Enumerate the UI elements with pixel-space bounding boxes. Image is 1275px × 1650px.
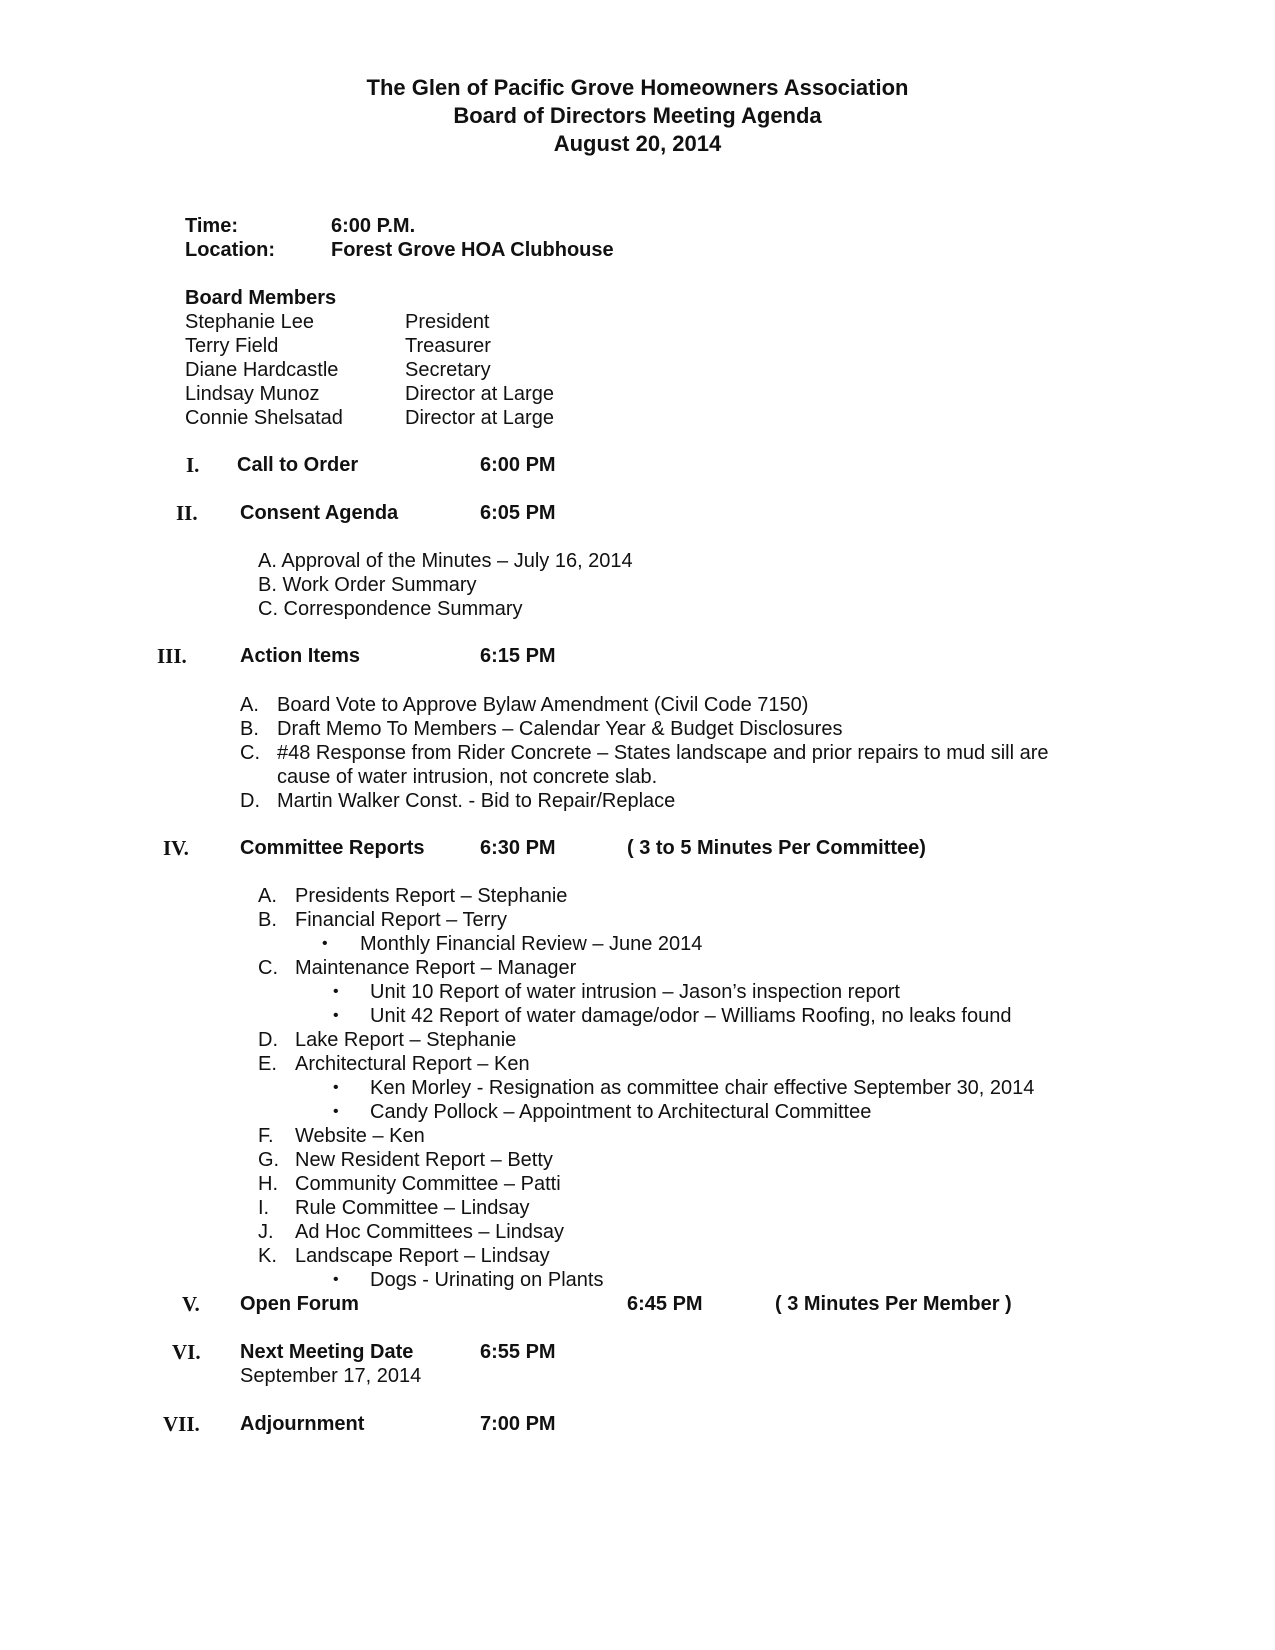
section-number: II. bbox=[176, 501, 198, 525]
member-role: Secretary bbox=[405, 359, 491, 381]
item-letter: A. bbox=[258, 885, 277, 907]
agenda-item-continuation: cause of water intrusion, not concrete slab. bbox=[277, 766, 658, 788]
member-role: Director at Large bbox=[405, 383, 554, 405]
item-letter: D. bbox=[258, 1029, 278, 1051]
section-number: V. bbox=[182, 1292, 200, 1316]
agenda-item: Board Vote to Approve Bylaw Amendment (Civil Code 7150) bbox=[277, 694, 809, 716]
agenda-item: #48 Response from Rider Concrete – States landscape and prior repairs to mud sill are bbox=[277, 742, 1049, 764]
bullet-icon: • bbox=[333, 983, 339, 1000]
section-number: III. bbox=[157, 644, 187, 668]
member-role: Treasurer bbox=[405, 335, 491, 357]
time-label: Time: bbox=[185, 215, 238, 237]
item-letter: D. bbox=[240, 790, 260, 812]
agenda-item: A. Approval of the Minutes – July 16, 2014 bbox=[258, 550, 633, 572]
time-value: 6:00 P.M. bbox=[331, 215, 416, 237]
agenda-item: Presidents Report – Stephanie bbox=[295, 885, 568, 907]
section-title: Open Forum bbox=[240, 1293, 359, 1315]
agenda-item: C. Correspondence Summary bbox=[258, 598, 523, 620]
agenda-subitem: Ken Morley - Resignation as committee chair effective September 30, 2014 bbox=[370, 1077, 1035, 1099]
agenda-item: Lake Report – Stephanie bbox=[295, 1029, 517, 1051]
member-name: Terry Field bbox=[185, 335, 279, 357]
section-title: Committee Reports bbox=[240, 837, 425, 859]
section-time: 6:00 PM bbox=[480, 454, 556, 476]
agenda-item: Draft Memo To Members – Calendar Year & Budget Disclosures bbox=[277, 718, 843, 740]
member-role: President bbox=[405, 311, 490, 333]
item-letter: C. bbox=[240, 742, 260, 764]
section-time: 7:00 PM bbox=[480, 1413, 556, 1435]
agenda-subitem: Unit 42 Report of water damage/odor – Williams Roofing, no leaks found bbox=[370, 1005, 1012, 1027]
section-number: VI. bbox=[172, 1340, 201, 1364]
item-letter: A. bbox=[240, 694, 259, 716]
item-letter: G. bbox=[258, 1149, 280, 1171]
item-letter: J. bbox=[258, 1221, 274, 1243]
section-number: I. bbox=[186, 453, 200, 477]
agenda-subitem: Dogs - Urinating on Plants bbox=[370, 1269, 604, 1291]
section-title: Consent Agenda bbox=[240, 502, 399, 524]
section-time: 6:30 PM bbox=[480, 837, 556, 859]
section-title: Action Items bbox=[240, 645, 361, 667]
section-title: Next Meeting Date bbox=[240, 1341, 414, 1363]
section-time: 6:05 PM bbox=[480, 502, 556, 524]
location-label: Location: bbox=[185, 239, 275, 261]
meeting-date: August 20, 2014 bbox=[553, 131, 722, 156]
bullet-icon: • bbox=[333, 1007, 339, 1024]
association-title: The Glen of Pacific Grove Homeowners Association bbox=[366, 75, 909, 100]
agenda-item: Ad Hoc Committees – Lindsay bbox=[295, 1221, 565, 1243]
section-time: 6:15 PM bbox=[480, 645, 556, 667]
location-value: Forest Grove HOA Clubhouse bbox=[331, 239, 614, 261]
member-name: Diane Hardcastle bbox=[185, 359, 339, 381]
agenda-subitem: Monthly Financial Review – June 2014 bbox=[360, 933, 703, 955]
agenda-item: Landscape Report – Lindsay bbox=[295, 1245, 550, 1267]
item-letter: H. bbox=[258, 1173, 278, 1195]
item-letter: B. bbox=[258, 909, 277, 931]
agenda-subitem: Candy Pollock – Appointment to Architectural Committee bbox=[370, 1101, 872, 1123]
section-number: VII. bbox=[163, 1412, 200, 1436]
agenda-item: Martin Walker Const. - Bid to Repair/Replace bbox=[277, 790, 676, 812]
item-letter: C. bbox=[258, 957, 278, 979]
bullet-icon: • bbox=[333, 1103, 339, 1120]
bullet-icon: • bbox=[333, 1271, 339, 1288]
agenda-title: Board of Directors Meeting Agenda bbox=[453, 103, 822, 128]
item-letter: B. bbox=[240, 718, 259, 740]
agenda-item: Maintenance Report – Manager bbox=[295, 957, 577, 979]
document-header bbox=[0, 74, 1275, 158]
item-letter: E. bbox=[258, 1053, 277, 1075]
agenda-subitem: Unit 10 Report of water intrusion – Jason’s inspection report bbox=[370, 981, 900, 1003]
section-title: Adjournment bbox=[240, 1413, 365, 1435]
section-time: 6:45 PM bbox=[627, 1293, 703, 1315]
member-name: Connie Shelsatad bbox=[185, 407, 343, 429]
section-time: 6:55 PM bbox=[480, 1341, 556, 1363]
section-number: IV. bbox=[163, 836, 189, 860]
agenda-item: Financial Report – Terry bbox=[295, 909, 507, 931]
board-members-heading: Board Members bbox=[185, 287, 337, 309]
section-title: Call to Order bbox=[237, 454, 359, 476]
item-letter: K. bbox=[258, 1245, 277, 1267]
agenda-item: Architectural Report – Ken bbox=[295, 1053, 530, 1075]
bullet-icon: • bbox=[322, 935, 328, 952]
member-name: Lindsay Munoz bbox=[185, 383, 320, 405]
member-role: Director at Large bbox=[405, 407, 554, 429]
agenda-item: New Resident Report – Betty bbox=[295, 1149, 553, 1171]
agenda-item: Rule Committee – Lindsay bbox=[295, 1197, 530, 1219]
agenda-item: B. Work Order Summary bbox=[258, 574, 477, 596]
next-meeting-date: September 17, 2014 bbox=[240, 1365, 422, 1387]
item-letter: I. bbox=[258, 1197, 270, 1219]
agenda-item: Community Committee – Patti bbox=[295, 1173, 561, 1195]
section-note: ( 3 Minutes Per Member ) bbox=[775, 1293, 1012, 1315]
member-name: Stephanie Lee bbox=[185, 311, 315, 333]
section-note: ( 3 to 5 Minutes Per Committee) bbox=[627, 837, 926, 859]
agenda-item: Website – Ken bbox=[295, 1125, 425, 1147]
item-letter: F. bbox=[258, 1125, 274, 1147]
bullet-icon: • bbox=[333, 1079, 339, 1096]
